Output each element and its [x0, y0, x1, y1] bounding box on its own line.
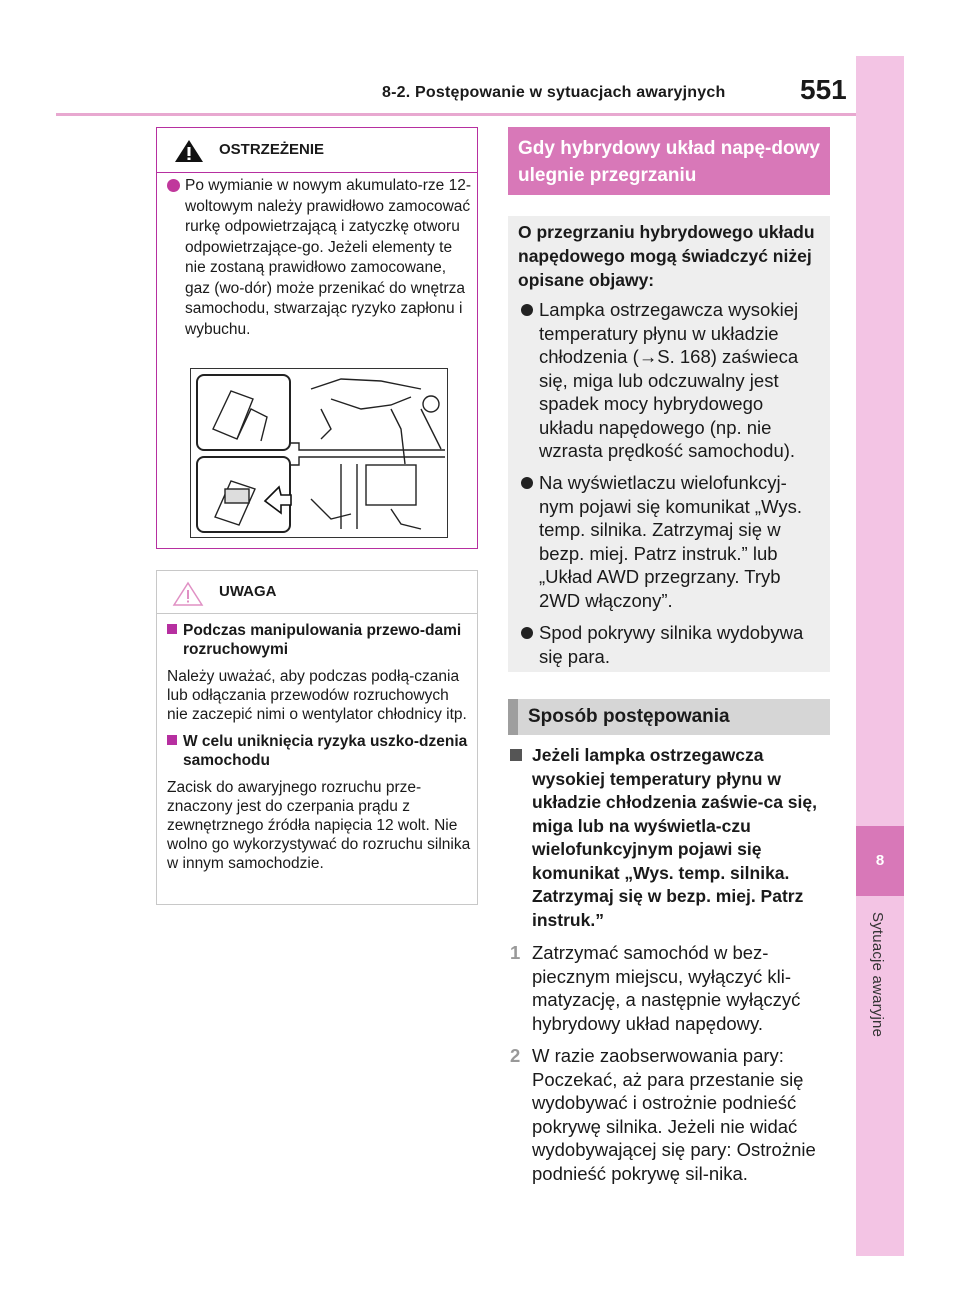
notice-box: [156, 570, 478, 905]
header-section-title: 8-2. Postępowanie w sytuacjach awaryjnych: [382, 84, 726, 101]
warning-triangle-icon: [174, 139, 204, 168]
square-bullet-icon: [167, 624, 177, 634]
bullet-dot-icon: [521, 477, 533, 489]
warning-header: [157, 128, 477, 173]
battery-vent-illustration: [190, 368, 448, 538]
chapter-side-label: Sytuacje awaryjne: [869, 912, 886, 1038]
notice-title: UWAGA: [219, 583, 277, 600]
notice-subheading: Podczas manipulowania przewo-dami rozruchowymi: [167, 621, 472, 659]
symptom-item: Spod pokrywy silnika wydobywa się para.: [518, 621, 820, 668]
step-text: Zatrzymać samochód w bez-piecznym miejscu, wyłączyć kli-matyzację, a następnie wyłączyć hybrydowy układ napędowy.: [532, 942, 801, 1034]
notice-subheading: W celu uniknięcia ryzyka uszko-dzenia samochodu: [167, 732, 472, 770]
symptom-item: Na wyświetlaczu wielofunkcyj-nym pojawi się komunikat „Wys. temp. silnika. Zatrzymaj się w bezp. miej. Patrz instruk.” lub „Układ AWD przegrzany. Tryb 2WD włączony”.: [518, 471, 820, 612]
procedure-step: [510, 941, 828, 1035]
warning-text: Po wymianie w nowym akumulato-rze 12-woltowym należy prawidłowo zamocować rurkę odpowietrzającą i zatyczkę otworu odpowietrzające-go. Jeżeli elementy te nie zostaną prawidłowo zamocowane, gaz (wo-dór) może przenikać do wnętrza samochodu, stwarzając ryzyko zapłonu i wybuchu.: [185, 177, 471, 338]
warning-title: OSTRZEŻENIE: [219, 141, 325, 158]
symptoms-intro: O przegrzaniu hybrydowego układu napędowego mogą świadczyć niżej opisane objawy:: [518, 222, 815, 290]
procedure-steps: [510, 744, 828, 1185]
procedure-section-heading: Sposób postępowania: [508, 699, 830, 735]
notice-paragraph: Należy uważać, aby podczas podłą-czania lub odłączania przewodów rozruchowych nie zaczepić nimi o wentylator chłodnicy itp.: [167, 668, 467, 723]
bullet-dot-icon: [521, 627, 533, 639]
bullet-dot-icon: [521, 304, 533, 316]
procedure-condition: Jeżeli lampka ostrzegawcza wysokiej temperatury płynu w układzie chłodzenia zaświe-ca się, miga lub na wyświetla-czu wielofunkcyjnym pojawi się komunikat „Wys. temp. silnika. Zatrzymaj się w bezp. miej. Patrz instruk.”: [510, 744, 828, 932]
notice-paragraph: Zacisk do awaryjnego rozruchu prze-znaczony jest do czerpania prądu z zewnętrznego źródła napięcia 12 wolt. Nie wolno go wykorzystywać do rozruchu silnika w innym samochodzie.: [167, 779, 471, 872]
symptom-item: Lampka ostrzegawcza wysokiej temperatury płynu w układzie chłodzenia (→S. 168) zaświeca się, miga lub odczuwalny jest spadek mocy hybrydowego układu napędowego (np. nie wzrasta prędkość samochodu).: [518, 298, 820, 463]
step-number: 2: [510, 1045, 521, 1066]
warning-body: [167, 176, 472, 340]
step-number: 1: [510, 942, 521, 963]
square-bullet-icon: [510, 749, 522, 761]
overheat-symptoms-box: [508, 216, 830, 672]
header-divider: [56, 113, 856, 116]
square-bullet-icon: [167, 735, 177, 745]
caution-triangle-icon: [172, 581, 204, 612]
page-number: 551: [800, 74, 847, 105]
chapter-number-badge: 8: [856, 826, 904, 896]
warning-box: [156, 127, 478, 549]
procedure-step: [510, 1044, 828, 1185]
warning-bullet: [167, 179, 180, 192]
chapter-side-tab: [856, 56, 904, 1256]
notice-body: [167, 621, 472, 881]
overheat-section-heading: Gdy hybrydowy układ napę-dowy ulegnie przegrzaniu: [508, 127, 830, 195]
step-text: W razie zaobserwowania pary: Poczekać, aż para przestanie się wydobywać i ostrożnie podnieść pokrywę silnika. Jeżeli nie widać wydobywającej się pary: Ostrożnie podnieść pokrywę sil-nika.: [532, 1045, 816, 1184]
notice-header: [157, 571, 477, 614]
